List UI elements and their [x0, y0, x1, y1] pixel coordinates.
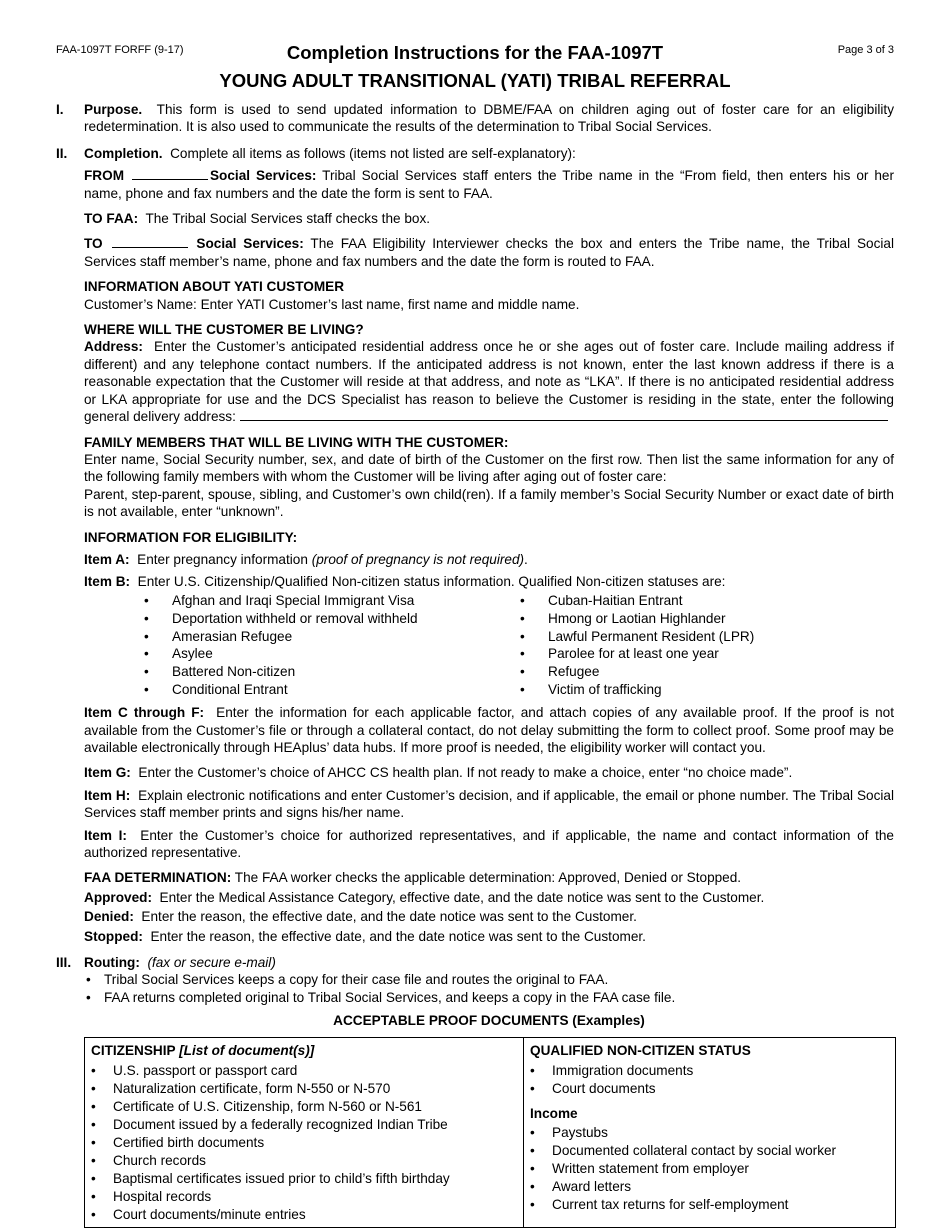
instructions-body [56, 101, 894, 1228]
proof-documents-table [84, 1037, 896, 1228]
completion-label: Completion. [84, 145, 163, 161]
item-h-label: Item H: [84, 787, 131, 803]
from-label: FROM [84, 168, 125, 184]
list-item: • Lawful Permanent Resident (LPR) [520, 628, 754, 646]
citizenship-column [85, 1038, 524, 1227]
item-i-text: Enter the Customer’s choice for authorized representatives, and if applicable, the name and contact information of the authorized representative. [84, 827, 894, 861]
page-number: Page 3 of 3 [837, 44, 894, 56]
non-citizen-column [524, 1038, 895, 1227]
list-item: • Baptismal certificates issued prior to child’s fifth birthday [91, 1170, 517, 1188]
income-list [530, 1124, 889, 1214]
list-item: • Immigration documents [530, 1062, 889, 1080]
list-item: • Hospital records [91, 1188, 517, 1206]
form-id: FAA-1097T FORFF (9-17) [56, 44, 184, 56]
section-purpose [56, 101, 894, 136]
determination-label: FAA DETERMINATION: [84, 870, 232, 886]
item-a-note: (proof of pregnancy is not required) [311, 551, 525, 567]
list-item: • Documented collateral contact by social worker [530, 1142, 889, 1160]
citizenship-note: [List of document(s)] [179, 1042, 315, 1058]
stopped-text: Enter the reason, the effective date, and the date notice was sent to the Customer. [150, 928, 646, 944]
completion-intro: Complete all items as follows (items not listed are self-explanatory): [170, 145, 576, 161]
list-item: • Cuban-Haitian Entrant [520, 592, 754, 610]
from-label-2: Social Services: [209, 168, 317, 184]
living-heading: WHERE WILL THE CUSTOMER BE LIVING? [84, 322, 364, 338]
section-number: III. [56, 955, 72, 971]
section-completion [56, 145, 894, 945]
item-g-text: Enter the Customer’s choice of AHCC CS health plan. If not ready to make a choice, enter “no choice made”. [138, 765, 793, 781]
list-item: • Battered Non-citizen [144, 663, 520, 681]
info-heading: INFORMATION ABOUT YATI CUSTOMER [84, 279, 345, 295]
address-text: Enter the Customer’s anticipated residential address once he or she ages out of foster care. Include mailing address if different) and any telephone contact numbers. If the anticipated address is not known, enter the last known address if there is a reasonable expectation that the Customer will reside at that address, and note as “LKA”. If there is no anticipated residential address or LKA appropriate for use and the DCS Specialist has reason to believe the Customer is residing in the state, enter the following general delivery address: [84, 339, 894, 425]
to-blank [112, 235, 188, 248]
list-item: • Current tax returns for self-employment [530, 1196, 889, 1214]
family-text-2: Parent, step-parent, spouse, sibling, and Customer’s own child(ren). If a family member’s Social Security Number or exact date of birth is not available, enter “unknown”. [84, 486, 894, 520]
proof-documents-title: ACCEPTABLE PROOF DOCUMENTS (Examples) [333, 1013, 645, 1029]
list-item: • Refugee [520, 663, 754, 681]
list-item: • Hmong or Laotian Highlander [520, 610, 754, 628]
purpose-label: Purpose. [84, 102, 143, 117]
item-b-label: Item B: [84, 574, 131, 590]
stopped-label: Stopped: [84, 928, 143, 944]
denied-text: Enter the reason, the effective date, and the date notice was sent to the Customer. [141, 909, 637, 925]
info-text: Customer’s Name: Enter YATI Customer’s last name, first name and middle name. [84, 296, 580, 312]
item-a-text: Enter pregnancy information [137, 551, 308, 567]
list-item: • Award letters [530, 1178, 889, 1196]
from-blank [132, 167, 208, 180]
list-item: • Victim of trafficking [520, 681, 754, 699]
list-item: • Amerasian Refugee [144, 628, 520, 646]
purpose-text: This form is used to send updated information to DBME/FAA on children aging out of foster care for an eligibility redetermination. It is also used to communicate the results of the determination to Tribal Social Services. [84, 102, 895, 135]
list-item: • U.S. passport or passport card [91, 1062, 517, 1080]
list-item: • Certified birth documents [91, 1134, 517, 1152]
list-item: • Document issued by a federally recognized Indian Tribe [91, 1116, 517, 1134]
item-b-text: Enter U.S. Citizenship/Qualified Non-citizen status information. Qualified Non-citizen statuses are: [137, 574, 726, 590]
from-text: Tribal Social Services staff enters the Tribe name in the “From field, then enters his or her name, phone and fax numbers and the date the form is sent to FAA. [84, 168, 894, 201]
list-item: • Written statement from employer [530, 1160, 889, 1178]
item-h-text: Explain electronic notifications and enter Customer’s decision, and if applicable, the email or phone number. The Tribal Social Services staff member prints and signs his/her name. [84, 787, 895, 821]
item-cf-text: Enter the information for each applicable factor, and attach copies of any available proof. If the proof is not available from the Customer’s file or through a collateral contact, do not delay submitting the form to collect proof. Some proof may be available electronically through HEAplus’ data hubs. If more proof is needed, the eligibility worker will contact you. [84, 705, 895, 755]
item-i-label: Item I: [84, 827, 127, 843]
section-number: II. [56, 145, 68, 161]
family-heading: FAMILY MEMBERS THAT WILL BE LIVING WITH THE CUSTOMER: [84, 434, 509, 450]
denied-label: Denied: [84, 909, 134, 925]
eligibility-heading: INFORMATION FOR ELIGIBILITY: [84, 529, 298, 545]
list-item: • Deportation withheld or removal withheld [144, 610, 520, 628]
routing-list [84, 971, 894, 1006]
routing-note: (fax or secure e-mail) [147, 955, 276, 971]
citizenship-list [91, 1062, 517, 1224]
qnc-heading: QUALIFIED NON-CITIZEN STATUS [530, 1042, 751, 1058]
statuses-left-column [84, 592, 520, 699]
to-faa-label: TO FAA: [84, 211, 139, 227]
to-faa-text: The Tribal Social Services staff checks the box. [145, 211, 431, 227]
list-item: • Naturalization certificate, form N-550 or N-570 [91, 1080, 517, 1098]
list-item: • Church records [91, 1152, 517, 1170]
list-item: • Conditional Entrant [144, 681, 520, 699]
to-label-2: Social Services: [196, 236, 304, 252]
list-item: • Parolee for at least one year [520, 645, 754, 663]
list-item: • Tribal Social Services keeps a copy for their case file and routes the original to FAA. [84, 971, 894, 988]
item-a-label: Item A: [84, 551, 130, 567]
list-item: • Afghan and Iraqi Special Immigrant Visa [144, 592, 520, 610]
to-label: TO [84, 236, 103, 252]
approved-text: Enter the Medical Assistance Category, effective date, and the date notice was sent to the Customer. [159, 889, 765, 905]
family-text-1: Enter name, Social Security number, sex, and date of birth of the Customer on the first row. Then list the same information for any of the following family members with whom the Customer will be living after aging out of foster care: [84, 451, 894, 485]
section-number: I. [56, 102, 64, 117]
qnc-list [530, 1062, 889, 1098]
routing-label: Routing: [84, 955, 140, 971]
to-text: The FAA Eligibility Interviewer checks the box and enters the Tribe name, the Tribal Social Services staff member’s name, phone and fax numbers and the date the form is routed to FAA. [84, 236, 895, 269]
list-item: • Certificate of U.S. Citizenship, form N-560 or N-561 [91, 1098, 517, 1116]
income-heading: Income [530, 1106, 578, 1122]
item-cf-label: Item C through F: [84, 705, 205, 721]
list-item: • Court documents [530, 1080, 889, 1098]
list-item: • Paystubs [530, 1124, 889, 1142]
determination-text: The FAA worker checks the applicable determination: Approved, Denied or Stopped. [234, 870, 742, 886]
section-routing [56, 954, 894, 1006]
non-citizen-statuses [84, 592, 894, 699]
list-item: • Asylee [144, 645, 520, 663]
approved-label: Approved: [84, 889, 152, 905]
statuses-right-column [520, 592, 754, 699]
address-label: Address: [84, 339, 143, 355]
list-item: • FAA returns completed original to Tribal Social Services, and keeps a copy in the FAA case file. [84, 989, 894, 1006]
general-delivery-address-line [240, 408, 888, 421]
page-subtitle: YOUNG ADULT TRANSITIONAL (YATI) TRIBAL REFERRAL [219, 70, 731, 91]
list-item: • Court documents/minute entries [91, 1206, 517, 1224]
citizenship-heading: CITIZENSHIP [91, 1042, 176, 1058]
item-g-label: Item G: [84, 765, 131, 781]
item-a-period: . [524, 551, 528, 567]
page-title: Completion Instructions for the FAA-1097T [286, 42, 664, 63]
